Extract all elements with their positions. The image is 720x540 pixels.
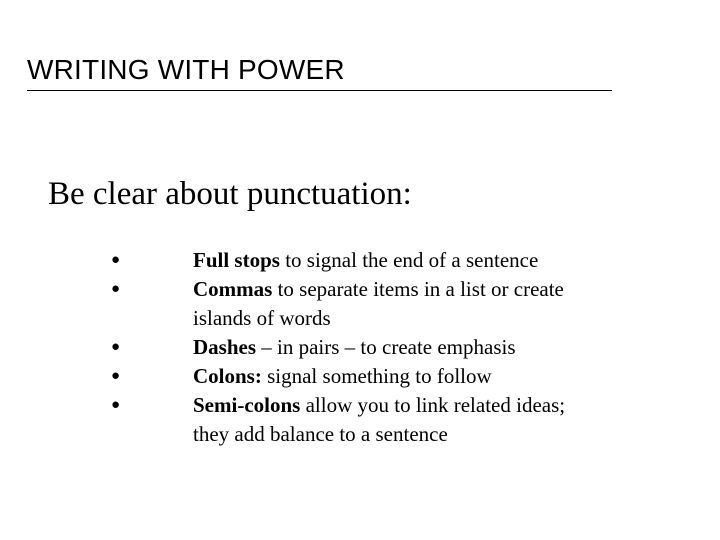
bullet-dot-icon: ● xyxy=(111,252,121,268)
bullet-text xyxy=(193,246,660,275)
bullet-text-continuation: islands of words xyxy=(193,306,331,330)
bullet-dot-icon: ● xyxy=(111,339,121,355)
bullet-description: – in pairs – to create emphasis xyxy=(256,335,516,359)
bullet-dot-icon: ● xyxy=(111,397,121,413)
bullet-item-dashes xyxy=(100,333,660,362)
bullet-text xyxy=(193,333,660,362)
title-underline xyxy=(27,90,612,91)
bullet-item-colons xyxy=(100,362,660,391)
bullet-text-continuation: they add balance to a sentence xyxy=(193,422,448,446)
slide-title: WRITING WITH POWER xyxy=(27,54,345,85)
bullet-dot-icon: ● xyxy=(111,281,121,297)
bullet-description: to separate items in a list or create xyxy=(272,277,564,301)
bullet-term: Full stops xyxy=(193,248,280,272)
bullet-term: Dashes xyxy=(193,335,257,359)
bullet-item-semi-colons xyxy=(100,391,660,449)
bullet-term: Colons: xyxy=(193,364,262,388)
slide-subheading: Be clear about punctuation: xyxy=(48,176,412,212)
bullet-item-commas xyxy=(100,275,660,333)
bullet-text xyxy=(193,362,660,391)
bullet-description: signal something to follow xyxy=(261,364,492,388)
bullet-description: allow you to link related ideas; xyxy=(300,393,566,417)
bullet-text xyxy=(193,391,660,420)
bullet-dot-icon: ● xyxy=(111,368,121,384)
bullet-item-full-stops xyxy=(100,246,660,275)
punctuation-bullet-list xyxy=(100,246,660,449)
bullet-term: Semi-colons xyxy=(193,393,301,417)
bullet-text xyxy=(193,275,660,304)
bullet-term: Commas xyxy=(193,277,273,301)
bullet-description: to signal the end of a sentence xyxy=(279,248,539,272)
